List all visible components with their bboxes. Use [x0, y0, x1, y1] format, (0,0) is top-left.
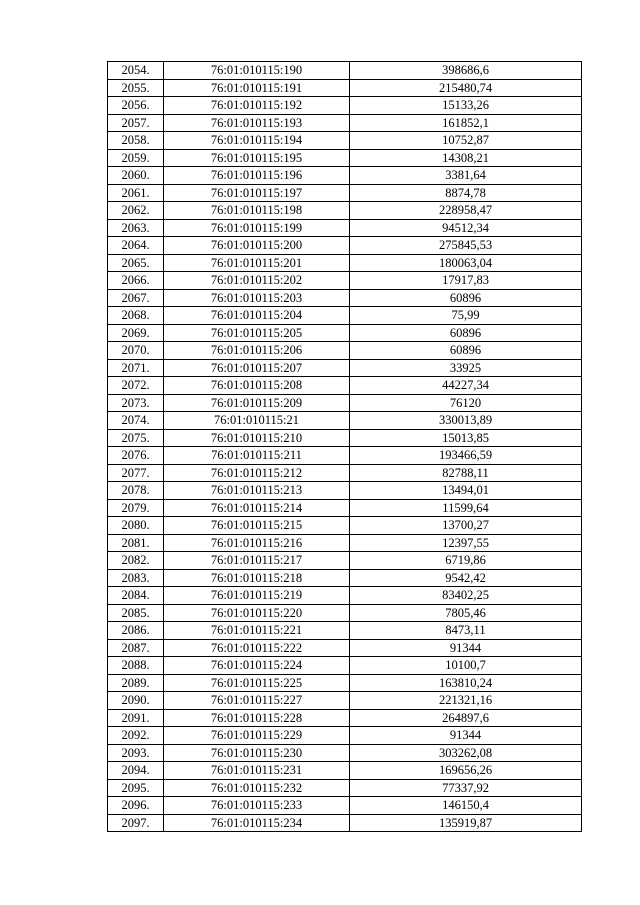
row-number-cell: 2095.: [108, 779, 164, 797]
table-row: [108, 499, 582, 517]
table-row: [108, 289, 582, 307]
cadastral-number-cell: 76:01:010115:232: [164, 779, 350, 797]
cadastral-value-cell: 146150,4: [350, 797, 582, 815]
table-row: [108, 604, 582, 622]
cadastral-value-cell: 7805,46: [350, 604, 582, 622]
row-number-cell: 2087.: [108, 639, 164, 657]
cadastral-value-cell: 15133,26: [350, 97, 582, 115]
row-number-cell: 2072.: [108, 377, 164, 395]
cadastral-number-cell: 76:01:010115:212: [164, 464, 350, 482]
cadastral-value-cell: 82788,11: [350, 464, 582, 482]
cadastral-number-cell: 76:01:010115:195: [164, 149, 350, 167]
cadastral-number-cell: 76:01:010115:197: [164, 184, 350, 202]
row-number-cell: 2084.: [108, 587, 164, 605]
cadastral-number-cell: 76:01:010115:204: [164, 307, 350, 325]
row-number-cell: 2075.: [108, 429, 164, 447]
row-number-cell: 2066.: [108, 272, 164, 290]
row-number-cell: 2073.: [108, 394, 164, 412]
row-number-cell: 2065.: [108, 254, 164, 272]
cadastral-value-cell: 228958,47: [350, 202, 582, 220]
table-row: [108, 307, 582, 325]
table-row: [108, 202, 582, 220]
table-row: [108, 412, 582, 430]
cadastral-value-cell: 398686,6: [350, 62, 582, 80]
table-row: [108, 639, 582, 657]
row-number-cell: 2074.: [108, 412, 164, 430]
cadastral-number-cell: 76:01:010115:191: [164, 79, 350, 97]
cadastral-value-cell: 264897,6: [350, 709, 582, 727]
cadastral-value-cell: 17917,83: [350, 272, 582, 290]
cadastral-value-cell: 193466,59: [350, 447, 582, 465]
cadastral-value-cell: 91344: [350, 727, 582, 745]
cadastral-number-cell: 76:01:010115:211: [164, 447, 350, 465]
table-row: [108, 167, 582, 185]
row-number-cell: 2069.: [108, 324, 164, 342]
cadastral-number-cell: 76:01:010115:192: [164, 97, 350, 115]
cadastral-value-cell: 3381,64: [350, 167, 582, 185]
table-row: [108, 762, 582, 780]
cadastral-number-cell: 76:01:010115:202: [164, 272, 350, 290]
cadastral-value-cell: 221321,16: [350, 692, 582, 710]
cadastral-value-cell: 60896: [350, 342, 582, 360]
row-number-cell: 2067.: [108, 289, 164, 307]
cadastral-value-cell: 330013,89: [350, 412, 582, 430]
cadastral-number-cell: 76:01:010115:217: [164, 552, 350, 570]
cadastral-value-cell: 180063,04: [350, 254, 582, 272]
table-row: [108, 429, 582, 447]
row-number-cell: 2081.: [108, 534, 164, 552]
table-row: [108, 622, 582, 640]
cadastral-value-cell: 169656,26: [350, 762, 582, 780]
cadastral-value-cell: 60896: [350, 324, 582, 342]
cadastral-number-cell: 76:01:010115:229: [164, 727, 350, 745]
table-row: [108, 359, 582, 377]
table-row: [108, 464, 582, 482]
row-number-cell: 2058.: [108, 132, 164, 150]
cadastral-number-cell: 76:01:010115:205: [164, 324, 350, 342]
row-number-cell: 2094.: [108, 762, 164, 780]
row-number-cell: 2093.: [108, 744, 164, 762]
row-number-cell: 2068.: [108, 307, 164, 325]
cadastral-number-cell: 76:01:010115:209: [164, 394, 350, 412]
table-row: [108, 394, 582, 412]
row-number-cell: 2060.: [108, 167, 164, 185]
table-row: [108, 219, 582, 237]
table-body: [108, 62, 582, 832]
row-number-cell: 2054.: [108, 62, 164, 80]
cadastral-value-cell: 10100,7: [350, 657, 582, 675]
row-number-cell: 2085.: [108, 604, 164, 622]
cadastral-number-cell: 76:01:010115:193: [164, 114, 350, 132]
table-row: [108, 674, 582, 692]
cadastral-value-cell: 275845,53: [350, 237, 582, 255]
row-number-cell: 2091.: [108, 709, 164, 727]
cadastral-number-cell: 76:01:010115:213: [164, 482, 350, 500]
cadastral-number-cell: 76:01:010115:233: [164, 797, 350, 815]
row-number-cell: 2097.: [108, 814, 164, 832]
cadastral-number-cell: 76:01:010115:198: [164, 202, 350, 220]
cadastral-value-cell: 161852,1: [350, 114, 582, 132]
row-number-cell: 2088.: [108, 657, 164, 675]
table-row: [108, 587, 582, 605]
cadastral-number-cell: 76:01:010115:215: [164, 517, 350, 535]
table-row: [108, 797, 582, 815]
table-row: [108, 744, 582, 762]
cadastral-number-cell: 76:01:010115:208: [164, 377, 350, 395]
cadastral-value-cell: 11599,64: [350, 499, 582, 517]
row-number-cell: 2062.: [108, 202, 164, 220]
table-row: [108, 237, 582, 255]
table-row: [108, 79, 582, 97]
cadastral-value-cell: 215480,74: [350, 79, 582, 97]
cadastral-number-cell: 76:01:010115:199: [164, 219, 350, 237]
row-number-cell: 2090.: [108, 692, 164, 710]
row-number-cell: 2079.: [108, 499, 164, 517]
cadastral-number-cell: 76:01:010115:200: [164, 237, 350, 255]
table-row: [108, 377, 582, 395]
cadastral-value-table: [107, 61, 582, 832]
cadastral-value-cell: 15013,85: [350, 429, 582, 447]
cadastral-value-cell: 163810,24: [350, 674, 582, 692]
row-number-cell: 2083.: [108, 569, 164, 587]
row-number-cell: 2057.: [108, 114, 164, 132]
cadastral-number-cell: 76:01:010115:231: [164, 762, 350, 780]
row-number-cell: 2055.: [108, 79, 164, 97]
cadastral-number-cell: 76:01:010115:224: [164, 657, 350, 675]
cadastral-value-cell: 94512,34: [350, 219, 582, 237]
table-row: [108, 552, 582, 570]
table-row: [108, 149, 582, 167]
table-row: [108, 324, 582, 342]
table-row: [108, 692, 582, 710]
cadastral-value-cell: 12397,55: [350, 534, 582, 552]
cadastral-number-cell: 76:01:010115:227: [164, 692, 350, 710]
cadastral-number-cell: 76:01:010115:220: [164, 604, 350, 622]
table-row: [108, 97, 582, 115]
row-number-cell: 2056.: [108, 97, 164, 115]
cadastral-number-cell: 76:01:010115:201: [164, 254, 350, 272]
row-number-cell: 2080.: [108, 517, 164, 535]
cadastral-value-cell: 33925: [350, 359, 582, 377]
cadastral-value-cell: 13494,01: [350, 482, 582, 500]
row-number-cell: 2063.: [108, 219, 164, 237]
row-number-cell: 2089.: [108, 674, 164, 692]
cadastral-value-cell: 91344: [350, 639, 582, 657]
cadastral-number-cell: 76:01:010115:196: [164, 167, 350, 185]
cadastral-number-cell: 76:01:010115:228: [164, 709, 350, 727]
row-number-cell: 2096.: [108, 797, 164, 815]
table-row: [108, 814, 582, 832]
cadastral-value-cell: 77337,92: [350, 779, 582, 797]
row-number-cell: 2059.: [108, 149, 164, 167]
cadastral-number-cell: 76:01:010115:210: [164, 429, 350, 447]
cadastral-value-cell: 303262,08: [350, 744, 582, 762]
cadastral-value-cell: 44227,34: [350, 377, 582, 395]
cadastral-value-cell: 14308,21: [350, 149, 582, 167]
cadastral-value-cell: 13700,27: [350, 517, 582, 535]
cadastral-value-cell: 9542,42: [350, 569, 582, 587]
cadastral-value-cell: 76120: [350, 394, 582, 412]
cadastral-number-cell: 76:01:010115:216: [164, 534, 350, 552]
cadastral-number-cell: 76:01:010115:221: [164, 622, 350, 640]
cadastral-number-cell: 76:01:010115:194: [164, 132, 350, 150]
cadastral-number-cell: 76:01:010115:218: [164, 569, 350, 587]
cadastral-value-cell: 10752,87: [350, 132, 582, 150]
cadastral-number-cell: 76:01:010115:234: [164, 814, 350, 832]
cadastral-number-cell: 76:01:010115:203: [164, 289, 350, 307]
row-number-cell: 2086.: [108, 622, 164, 640]
cadastral-number-cell: 76:01:010115:21: [164, 412, 350, 430]
row-number-cell: 2071.: [108, 359, 164, 377]
cadastral-value-cell: 75,99: [350, 307, 582, 325]
row-number-cell: 2064.: [108, 237, 164, 255]
table-row: [108, 272, 582, 290]
cadastral-number-cell: 76:01:010115:206: [164, 342, 350, 360]
table-row: [108, 517, 582, 535]
cadastral-value-cell: 6719,86: [350, 552, 582, 570]
row-number-cell: 2082.: [108, 552, 164, 570]
cadastral-number-cell: 76:01:010115:219: [164, 587, 350, 605]
cadastral-number-cell: 76:01:010115:230: [164, 744, 350, 762]
table-row: [108, 114, 582, 132]
row-number-cell: 2061.: [108, 184, 164, 202]
cadastral-number-cell: 76:01:010115:207: [164, 359, 350, 377]
table-row: [108, 709, 582, 727]
table-row: [108, 534, 582, 552]
table-row: [108, 779, 582, 797]
cadastral-value-cell: 60896: [350, 289, 582, 307]
row-number-cell: 2076.: [108, 447, 164, 465]
cadastral-number-cell: 76:01:010115:190: [164, 62, 350, 80]
table-row: [108, 657, 582, 675]
row-number-cell: 2078.: [108, 482, 164, 500]
row-number-cell: 2070.: [108, 342, 164, 360]
row-number-cell: 2077.: [108, 464, 164, 482]
table-row: [108, 254, 582, 272]
cadastral-value-cell: 8874,78: [350, 184, 582, 202]
table-row: [108, 569, 582, 587]
table-row: [108, 342, 582, 360]
table-row: [108, 62, 582, 80]
table-row: [108, 447, 582, 465]
cadastral-number-cell: 76:01:010115:214: [164, 499, 350, 517]
cadastral-number-cell: 76:01:010115:225: [164, 674, 350, 692]
table-row: [108, 727, 582, 745]
table-row: [108, 132, 582, 150]
cadastral-number-cell: 76:01:010115:222: [164, 639, 350, 657]
cadastral-value-cell: 135919,87: [350, 814, 582, 832]
row-number-cell: 2092.: [108, 727, 164, 745]
table-row: [108, 184, 582, 202]
cadastral-value-cell: 8473,11: [350, 622, 582, 640]
table-row: [108, 482, 582, 500]
cadastral-value-cell: 83402,25: [350, 587, 582, 605]
